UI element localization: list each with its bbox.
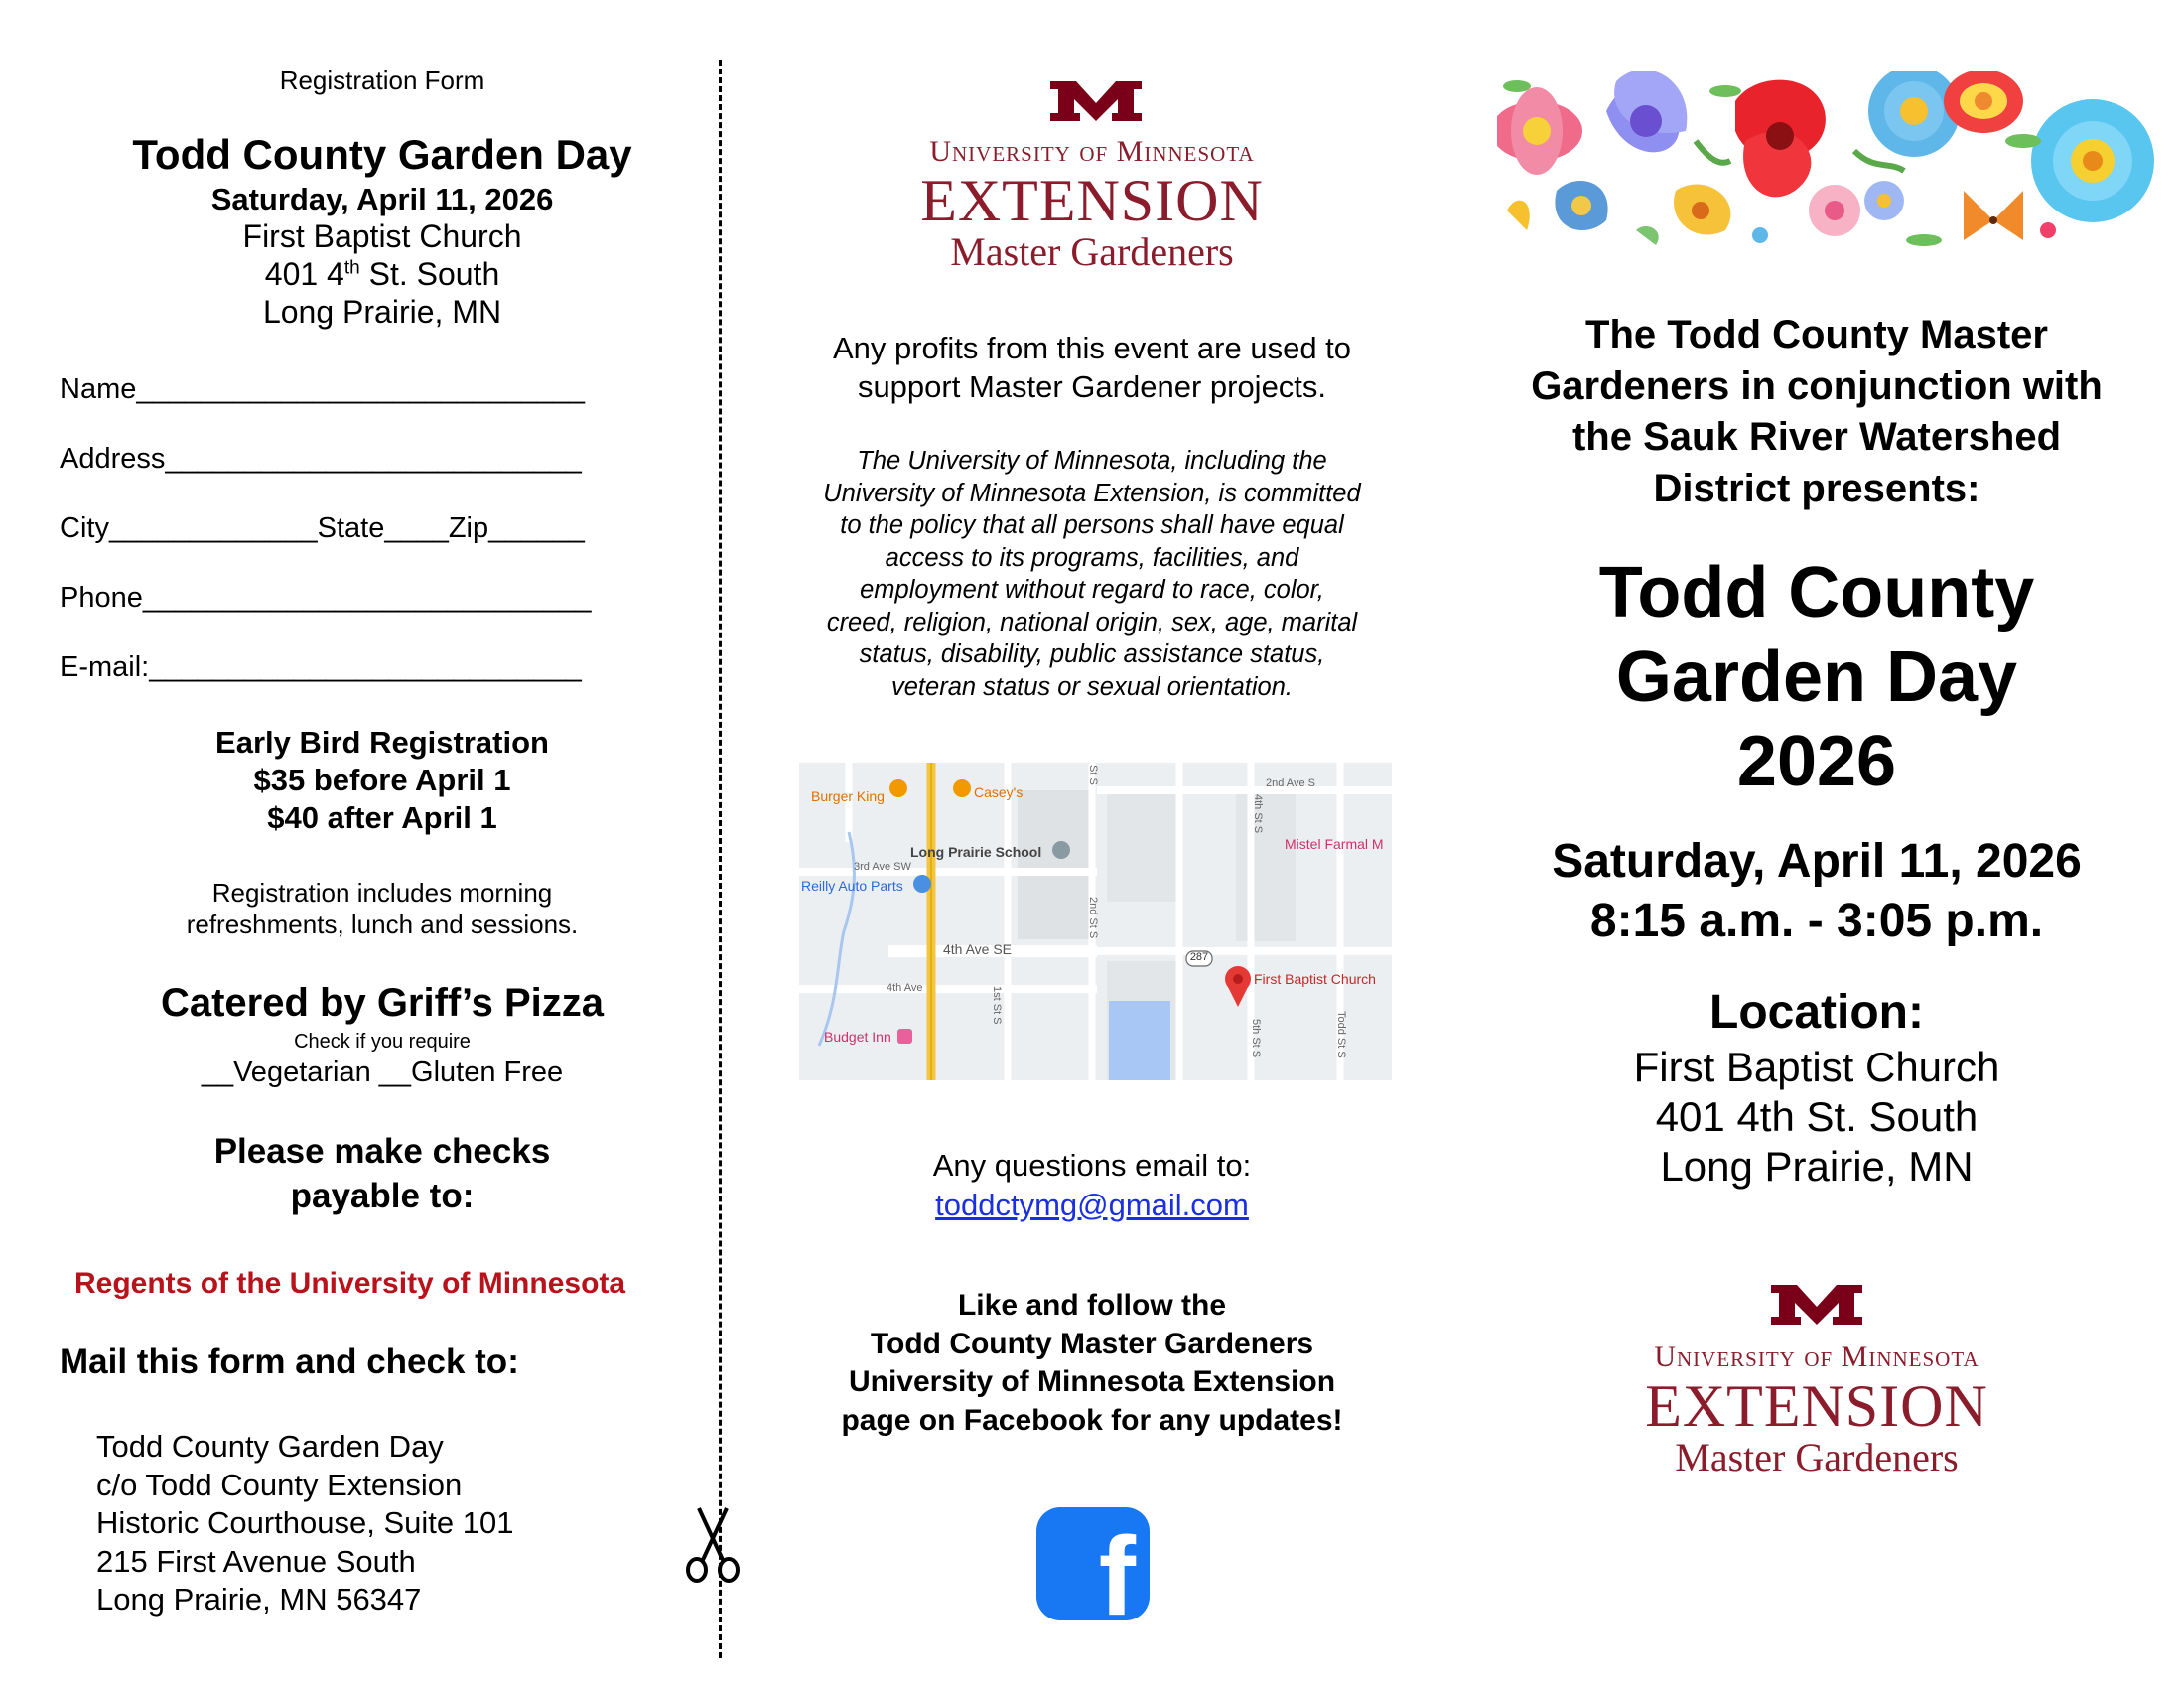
mail-line: c/o Todd County Extension	[96, 1467, 463, 1502]
logo-extension-text: EXTENSION	[1645, 1373, 1988, 1439]
logo-program-text: Master Gardeners	[1675, 1435, 1959, 1479]
location-line: Long Prairie, MN	[1660, 1143, 1974, 1190]
facebook-glyph: f	[1098, 1514, 1136, 1638]
map-label-burger-king: Burger King	[811, 788, 885, 804]
map-label-reilly: Reilly Auto Parts	[801, 878, 903, 894]
mail-line: Todd County Garden Day	[96, 1429, 444, 1464]
title-line: Todd County	[1598, 553, 2035, 633]
includes-line-1: Registration includes morning	[211, 878, 553, 908]
logo-extension-text: EXTENSION	[920, 168, 1264, 233]
presenter-line: the Sauk River Watershed	[1571, 415, 2061, 459]
cut-line-divider	[719, 60, 722, 1658]
profits-line-1: Any profits from this event are used to	[832, 331, 1352, 365]
location-map[interactable]	[799, 763, 1392, 1080]
scissors-icon	[681, 1504, 745, 1584]
policy-line: veteran status or sexual orientation.	[891, 672, 1293, 701]
early-bird-heading: Early Bird Registration	[215, 725, 549, 760]
map-label-2nd-ave: 2nd Ave S	[1266, 777, 1315, 789]
logo-university-text: University of Minnesota	[929, 135, 1255, 168]
map-label-budget-inn: Budget Inn	[824, 1029, 891, 1045]
price-after: $40 after April 1	[267, 800, 497, 835]
payee-name: Regents of the University of Minnesota	[74, 1267, 626, 1300]
map-label-caseys: Casey's	[974, 784, 1024, 800]
price-before: $35 before April 1	[253, 763, 511, 797]
policy-line: University of Minnesota Extension, is committed	[823, 479, 1361, 507]
flower-banner-image	[1497, 71, 2166, 250]
presenters	[1469, 310, 2164, 514]
title-line: 2026	[1736, 722, 1897, 801]
address-field[interactable]: Address__________________________	[60, 443, 582, 475]
map-label-2nd-st: 2nd St S	[1087, 897, 1099, 939]
cover-title	[1469, 551, 2164, 804]
info-panel	[754, 0, 1430, 1688]
cover-time: 8:15 a.m. - 3:05 p.m.	[1589, 895, 2044, 947]
presenter-line: District presents:	[1653, 466, 1980, 510]
event-address: 401 4th St. South	[264, 256, 500, 292]
location-lines	[1469, 1043, 2164, 1192]
follow-line: University of Minnesota Extension	[848, 1365, 1336, 1398]
map-label-5th-st: 5th St S	[1250, 1019, 1262, 1058]
location-line: 401 4th St. South	[1655, 1093, 1979, 1140]
title-line: Garden Day	[1615, 637, 2018, 717]
logo-program-text: Master Gardeners	[950, 229, 1234, 274]
follow-line: page on Facebook for any updates!	[841, 1403, 1343, 1437]
contact-email-wrap	[754, 1188, 1430, 1223]
policy-line: to the policy that all persons shall have equal	[840, 511, 1344, 539]
follow-line: Todd County Master Gardeners	[870, 1327, 1314, 1360]
extension-logo-bottom	[1469, 1281, 2164, 1499]
nondiscrimination-policy	[754, 445, 1430, 703]
map-label-4th-st: 4th St S	[1252, 794, 1264, 834]
cover-panel	[1469, 0, 2164, 1688]
map-label-school: Long Prairie School	[910, 844, 1042, 860]
policy-line: creed, religion, national origin, sex, age, marital	[826, 608, 1358, 636]
includes-line-2: refreshments, lunch and sessions.	[186, 910, 579, 939]
policy-line: employment without regard to race, color,	[860, 576, 1324, 604]
contact-email-link[interactable]: toddctymg@gmail.com	[935, 1188, 1249, 1222]
email-field[interactable]: E-mail:___________________________	[60, 651, 582, 683]
checks-line-2: payable to:	[290, 1177, 475, 1215]
event-title: Todd County Garden Day	[132, 131, 632, 178]
policy-line: The University of Minnesota, including the	[857, 447, 1327, 475]
map-label-1st-st: 1st St S	[991, 986, 1003, 1025]
map-label-mistel: Mistel Farmal M	[1285, 836, 1384, 852]
map-label-church: First Baptist Church	[1254, 971, 1376, 987]
map-label-top-st: St S	[1087, 765, 1099, 785]
name-field[interactable]: Name____________________________	[60, 373, 585, 405]
logo-university-text: University of Minnesota	[1654, 1340, 1979, 1373]
profits-line-2: support Master Gardener projects.	[857, 369, 1327, 404]
map-label-4th-ave: 4th Ave	[887, 982, 923, 994]
mail-line: Long Prairie, MN 56347	[96, 1582, 422, 1617]
mail-heading: Mail this form and check to:	[60, 1342, 519, 1381]
registration-panel	[40, 0, 725, 1688]
location-heading: Location:	[1709, 986, 1924, 1039]
event-date: Saturday, April 11, 2026	[210, 182, 554, 216]
policy-line: status, disability, public assistance status,	[859, 640, 1325, 668]
event-city: Long Prairie, MN	[262, 294, 502, 330]
diet-options[interactable]: __Vegetarian __Gluten Free	[201, 1056, 564, 1088]
follow-line: Like and follow the	[957, 1289, 1226, 1322]
university-m-icon	[1046, 77, 1146, 125]
city-state-zip-field[interactable]: City_____________State____Zip______	[60, 512, 585, 544]
map-label-3rd-ave: 3rd Ave SW	[854, 861, 911, 873]
extension-logo-top	[754, 77, 1430, 276]
map-label-todd-st: Todd St S	[1335, 1011, 1347, 1058]
location-line: First Baptist Church	[1633, 1044, 2000, 1090]
mail-line: 215 First Avenue South	[96, 1543, 416, 1579]
presenter-line: Gardeners in conjunction with	[1531, 363, 2103, 408]
map-label-highway: 287	[1189, 951, 1209, 963]
facebook-follow	[754, 1287, 1430, 1440]
check-note: Check if you require	[294, 1031, 471, 1053]
cover-date: Saturday, April 11, 2026	[1552, 835, 2082, 888]
event-venue: First Baptist Church	[242, 218, 522, 254]
map-label-4th-ave-se: 4th Ave SE	[943, 941, 1013, 957]
mail-address	[96, 1428, 513, 1619]
checks-line-1: Please make checks	[213, 1132, 551, 1171]
catered-heading: Catered by Griff’s Pizza	[160, 981, 605, 1025]
phone-field[interactable]: Phone____________________________	[60, 582, 592, 614]
policy-line: access to its programs, facilities, and	[885, 543, 1299, 572]
presenter-line: The Todd County Master	[1585, 313, 2048, 356]
university-m-icon	[1767, 1281, 1866, 1329]
form-label: Registration Form	[279, 66, 485, 95]
mail-line: Historic Courthouse, Suite 101	[96, 1505, 514, 1540]
questions-label: Any questions email to:	[932, 1148, 1252, 1183]
facebook-icon[interactable]	[1036, 1507, 1150, 1638]
